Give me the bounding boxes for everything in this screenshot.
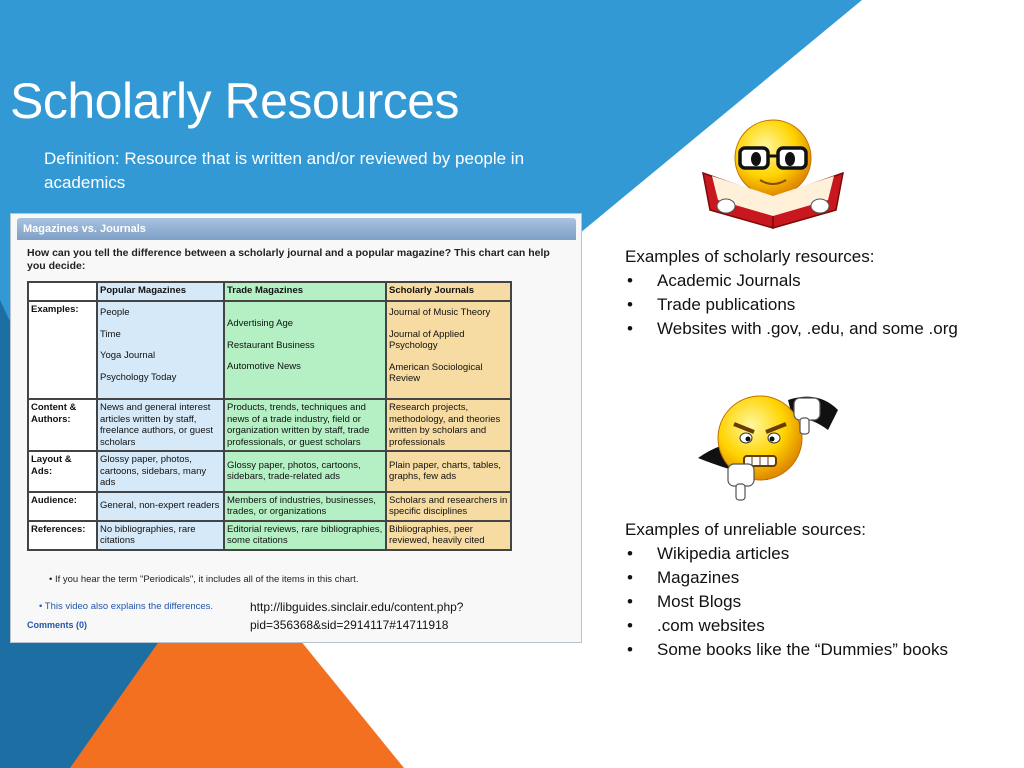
- table-cell: Plain paper, charts, tables, graphs, few ads: [387, 452, 510, 491]
- list-item: • Websites with .gov, .edu, and some .org: [625, 317, 958, 341]
- list-item: • Wikipedia articles: [625, 542, 948, 566]
- table-row: [29, 452, 510, 491]
- list-item: • Academic Journals: [625, 269, 958, 293]
- periodicals-note: • If you hear the term "Periodicals", it includes all of the items in this chart.: [49, 574, 359, 585]
- unreliable-heading: Examples of unreliable sources:: [625, 520, 866, 539]
- unreliable-list: [625, 542, 948, 662]
- example-item: Journal of Music Theory: [389, 307, 491, 318]
- table-cell: No bibliographies, rare citations: [98, 522, 223, 549]
- definition-text: Definition: Resource that is written and/or reviewed by people in academics: [44, 149, 525, 192]
- corner-cell: [29, 283, 96, 300]
- list-item: • Trade publications: [625, 293, 958, 317]
- table-cell: [387, 302, 510, 398]
- row-label: References:: [29, 522, 96, 549]
- table-row: [29, 493, 510, 520]
- table-header-row: [29, 283, 510, 300]
- scholarly-list: [625, 269, 958, 341]
- example-item: Psychology Today: [100, 371, 177, 383]
- row-label: Layout & Ads:: [29, 452, 96, 491]
- table-row: [29, 400, 510, 450]
- source-url: http://libguides.sinclair.edu/content.php?pid=356368&sid=2914117#14711918: [250, 600, 464, 632]
- comparison-screenshot: [10, 213, 582, 643]
- column-header: Scholarly Journals: [387, 283, 510, 300]
- table-row: [29, 302, 510, 398]
- row-label: Audience:: [29, 493, 96, 520]
- example-item: People: [100, 307, 130, 318]
- table-cell: Members of industries, businesses, trades, or organizations: [225, 493, 385, 520]
- table-cell: Glossy paper, photos, cartoons, sidebars, many ads: [98, 452, 223, 491]
- table-cell: Products, trends, techniques and news of a trade industry, field or organization written by staff, trade professionals, or guest scholars: [225, 400, 385, 450]
- list-item: • Some books like the “Dummies” books: [625, 638, 948, 662]
- table-cell: [225, 302, 385, 398]
- row-label: Content & Authors:: [29, 400, 96, 450]
- example-item: Advertising Age: [227, 318, 294, 329]
- screenshot-question: How can you tell the difference between a scholarly journal and a popular magazine? This chart can help you decide:: [27, 247, 550, 272]
- table-cell: Scholars and researchers in specific disciplines: [387, 493, 510, 520]
- screenshot-header: Magazines vs. Journals: [17, 218, 576, 240]
- table-cell: [98, 302, 223, 398]
- example-item: Journal of Applied Psychology: [389, 328, 465, 351]
- table-cell: Bibliographies, peer reviewed, heavily cited: [387, 522, 510, 549]
- angry-thumbs-down-emoji-icon: [698, 390, 838, 502]
- table-cell: General, non-expert readers: [98, 493, 223, 520]
- table-row: [29, 522, 510, 549]
- example-item: Automotive News: [227, 361, 301, 372]
- slide-title: Scholarly Resources: [10, 73, 460, 129]
- scholarly-heading: Examples of scholarly resources:: [625, 247, 875, 266]
- example-item: Restaurant Business: [227, 339, 315, 351]
- column-header: Popular Magazines: [98, 283, 223, 300]
- comments-link: Comments (0): [27, 620, 88, 630]
- list-item: • .com websites: [625, 614, 948, 638]
- comparison-table: [27, 281, 512, 551]
- column-header: Trade Magazines: [225, 283, 385, 300]
- reading-nerd-emoji-icon: [698, 118, 848, 230]
- video-link: • This video also explains the differences.: [39, 601, 214, 612]
- table-cell: News and general interest articles written by staff, freelance authors, or guest scholars: [98, 400, 223, 450]
- list-item: • Magazines: [625, 566, 948, 590]
- table-cell: Glossy paper, photos, cartoons, sidebars, trade-related ads: [225, 452, 385, 491]
- row-label: Examples:: [29, 302, 96, 398]
- example-item: Yoga Journal: [100, 350, 156, 361]
- table-cell: Editorial reviews, rare bibliographies, some citations: [225, 522, 385, 549]
- table-cell: Research projects, methodology, and theories written by scholars and professionals: [387, 400, 510, 450]
- example-item: Time: [100, 328, 121, 340]
- example-item: American Sociological Review: [389, 361, 483, 384]
- list-item: • Most Blogs: [625, 590, 948, 614]
